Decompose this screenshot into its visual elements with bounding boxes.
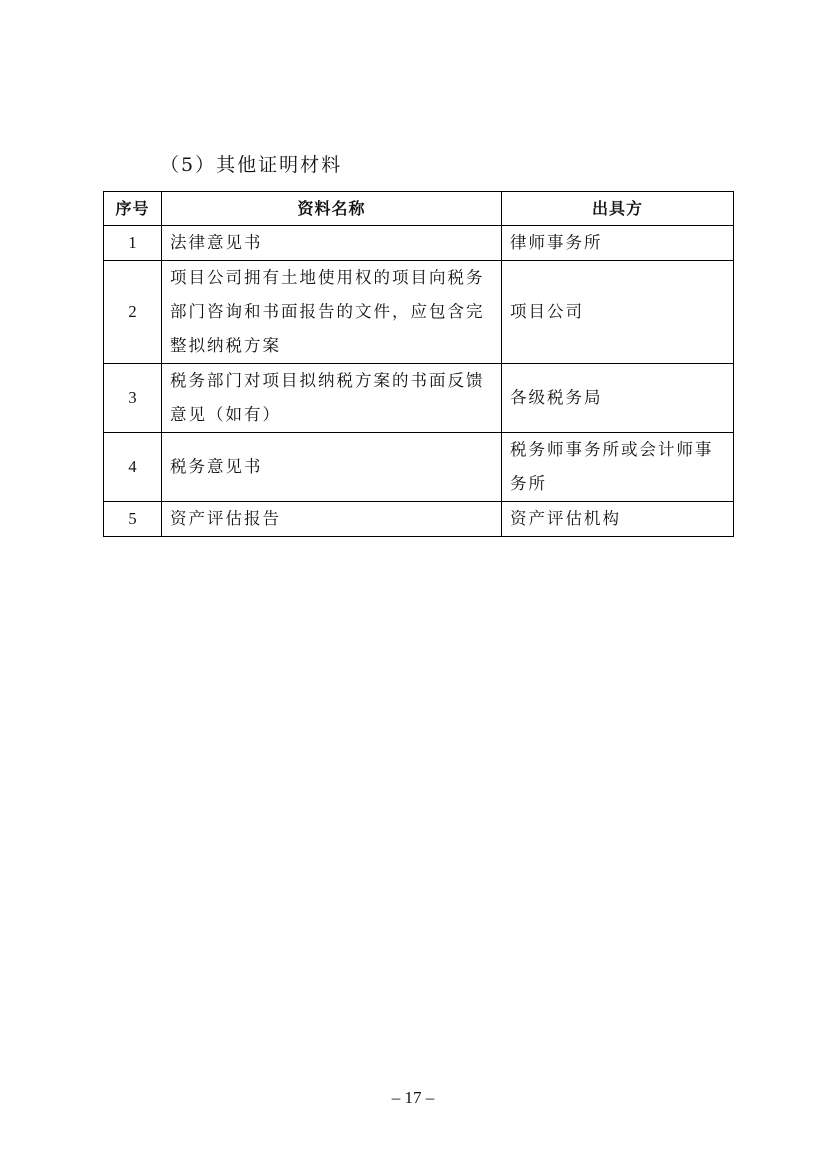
- materials-table: [103, 191, 734, 537]
- row-number: 2: [104, 261, 162, 364]
- row-document-name: 税务意见书: [162, 433, 502, 502]
- row-issuer: 税务师事务所或会计师事务所: [502, 433, 734, 502]
- row-document-name: 项目公司拥有土地使用权的项目向税务部门咨询和书面报告的文件，应包含完整拟纳税方案: [162, 261, 502, 364]
- table-header-row: [104, 192, 734, 226]
- table-row: [104, 433, 734, 502]
- row-document-name: 法律意见书: [162, 226, 502, 261]
- header-document-name: 资料名称: [162, 192, 502, 226]
- row-number: 3: [104, 364, 162, 433]
- row-number: 5: [104, 502, 162, 537]
- row-issuer: 各级税务局: [502, 364, 734, 433]
- row-number: 1: [104, 226, 162, 261]
- row-document-name: 资产评估报告: [162, 502, 502, 537]
- row-number: 4: [104, 433, 162, 502]
- row-document-name: 税务部门对项目拟纳税方案的书面反馈意见（如有）: [162, 364, 502, 433]
- page-number: – 17 –: [391, 1088, 435, 1107]
- row-issuer: 资产评估机构: [502, 502, 734, 537]
- table-row: [104, 364, 734, 433]
- header-serial-number: 序号: [104, 192, 162, 226]
- row-issuer: 项目公司: [502, 261, 734, 364]
- header-issuer: 出具方: [502, 192, 734, 226]
- section-heading: （5）其他证明材料: [160, 154, 343, 176]
- table-row: [104, 502, 734, 537]
- table-row: [104, 226, 734, 261]
- table-row: [104, 261, 734, 364]
- row-issuer: 律师事务所: [502, 226, 734, 261]
